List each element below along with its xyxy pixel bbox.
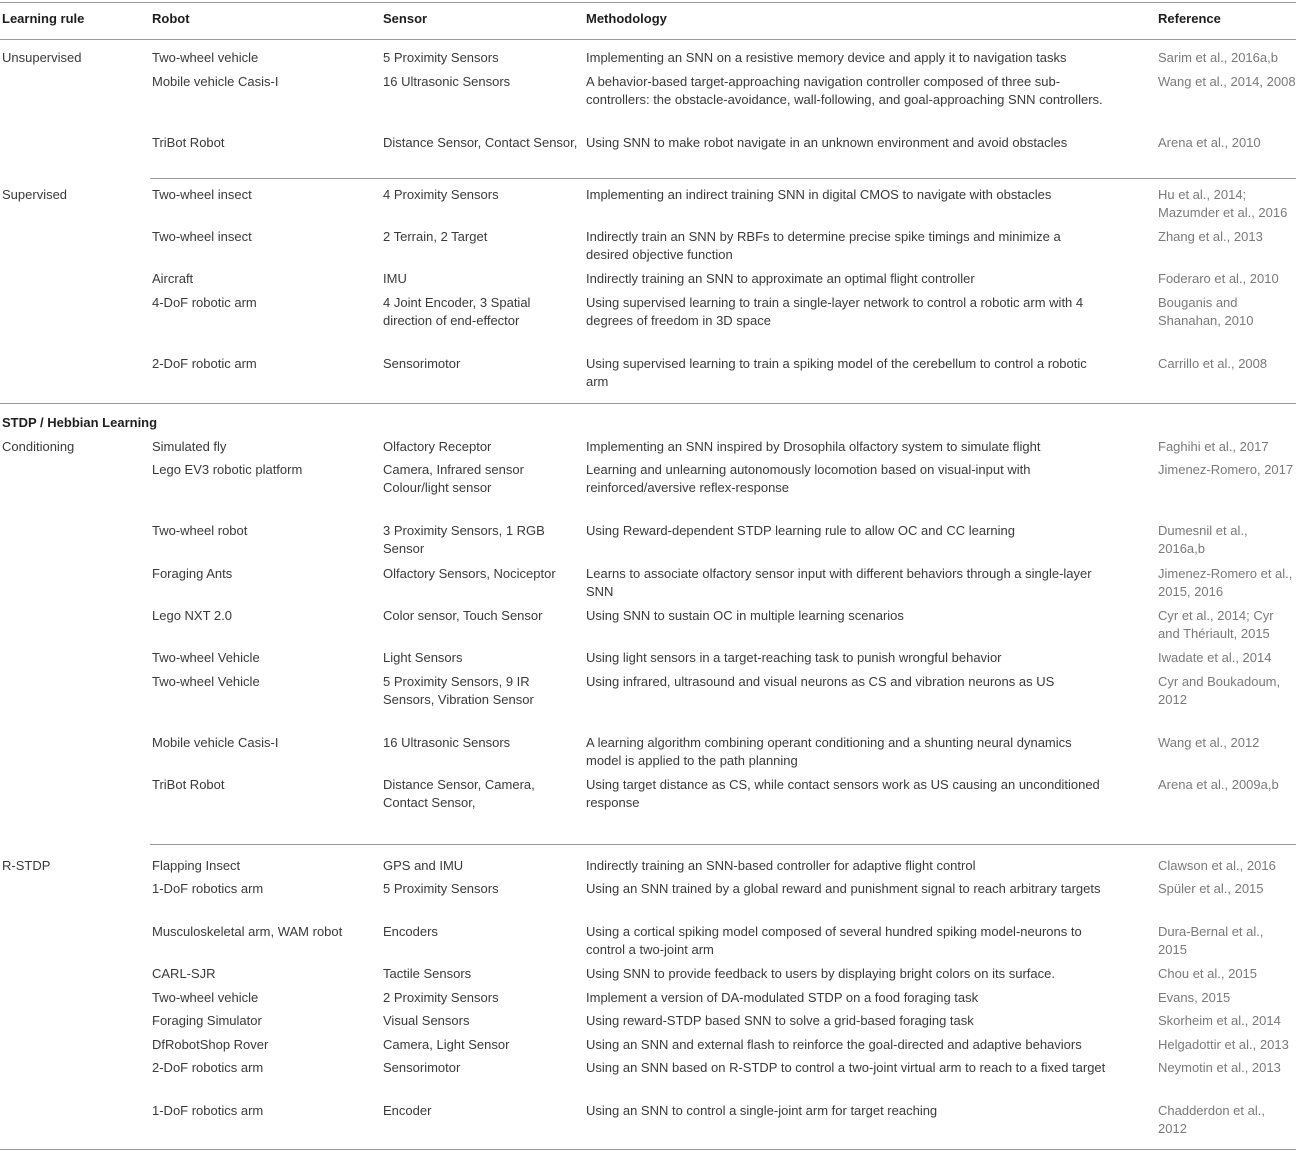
cell-robot: TriBot Robot (152, 777, 225, 792)
cell-methodology: Implement a version of DA-modulated STDP on a food foraging task (586, 990, 979, 1005)
header-methodology: Methodology (586, 11, 667, 26)
cell-sensor: 5 Proximity Sensors, 9 IR Sensors, Vibration Sensor (383, 674, 534, 707)
cell-reference: Faghihi et al., 2017 (1158, 439, 1269, 454)
cell-robot: Lego NXT 2.0 (152, 608, 232, 623)
cell-methodology: Using SNN to make robot navigate in an unknown environment and avoid obstacles (586, 135, 1068, 150)
cell-sensor: 5 Proximity Sensors (383, 50, 499, 65)
cell-methodology: Implementing an SNN on a resistive memory device and apply it to navigation tasks (586, 50, 1067, 65)
cell-reference: Jimenez-Romero, 2017 (1158, 462, 1294, 477)
cell-sensor: Encoder (383, 1103, 432, 1118)
cell-methodology: Using reward-STDP based SNN to solve a grid-based foraging task (586, 1013, 974, 1028)
cell-reference: Helgadottir et al., 2013 (1158, 1037, 1289, 1052)
cell-reference: Cyr et al., 2014; Cyr and Thériault, 2015 (1158, 608, 1274, 641)
cell-reference: Wang et al., 2014, 2008 (1158, 74, 1296, 89)
cell-methodology: Using an SNN based on R-STDP to control a two-joint virtual arm to reach to a fixed target (586, 1060, 1106, 1075)
cell-sensor: 16 Ultrasonic Sensors (383, 735, 511, 750)
cell-sensor: 2 Terrain, 2 Target (383, 229, 488, 244)
cell-robot: Two-wheel vehicle (152, 50, 259, 65)
cell-robot: 1-DoF robotics arm (152, 1103, 264, 1118)
cell-reference: Carrillo et al., 2008 (1158, 356, 1268, 371)
cell-sensor: 5 Proximity Sensors (383, 881, 499, 896)
cell-methodology: Learning and unlearning autonomously locomotion based on visual-input with reinforced/aversive reflex-response (586, 462, 1031, 495)
cell-sensor: Camera, Light Sensor (383, 1037, 510, 1052)
cell-robot: Two-wheel robot (152, 523, 248, 538)
table-rule (0, 403, 1296, 404)
table-rule (0, 2, 1296, 3)
cell-learning-rule: Conditioning (2, 439, 75, 454)
cell-reference: Dumesnil et al., 2016a,b (1158, 523, 1248, 556)
cell-methodology: Using light sensors in a target-reaching task to punish wrongful behavior (586, 650, 1002, 665)
cell-sensor: 16 Ultrasonic Sensors (383, 74, 511, 89)
cell-robot: Two-wheel insect (152, 187, 252, 202)
cell-reference: Chou et al., 2015 (1158, 966, 1258, 981)
cell-robot: Foraging Ants (152, 566, 233, 581)
table-rule (150, 178, 1296, 179)
cell-learning-rule: R-STDP (2, 858, 51, 873)
cell-reference: Cyr and Boukadoum, 2012 (1158, 674, 1281, 707)
cell-methodology: Using supervised learning to train a single-layer network to control a robotic arm with 4 degrees of freedom in 3D space (586, 295, 1084, 328)
cell-sensor: GPS and IMU (383, 858, 464, 873)
cell-methodology: Using a cortical spiking model composed of several hundred spiking model-neurons to control a two-joint arm (586, 924, 1082, 957)
table-rule (0, 39, 1296, 40)
cell-methodology: Indirectly training an SNN-based controller for adaptive flight control (586, 858, 976, 873)
cell-robot: Two-wheel insect (152, 229, 252, 244)
cell-methodology: A behavior-based target-approaching navigation controller composed of three sub-controllers: the obstacle-avoidance, wall-following, and goal-approaching SNN controllers. (586, 74, 1103, 107)
cell-sensor: Sensorimotor (383, 1060, 461, 1075)
cell-sensor: 2 Proximity Sensors (383, 990, 499, 1005)
cell-reference: Skorheim et al., 2014 (1158, 1013, 1281, 1028)
cell-robot: Aircraft (152, 271, 194, 286)
cell-methodology: Learns to associate olfactory sensor input with different behaviors through a single-layer SNN (586, 566, 1092, 599)
cell-methodology: Using an SNN to control a single-joint arm for target reaching (586, 1103, 938, 1118)
cell-reference: Chadderdon et al., 2012 (1158, 1103, 1265, 1136)
cell-sensor: Encoders (383, 924, 438, 939)
cell-reference: Sarim et al., 2016a,b (1158, 50, 1278, 65)
table-rule (0, 1149, 1296, 1150)
cell-sensor: Olfactory Receptor (383, 439, 492, 454)
cell-sensor: Distance Sensor, Camera, Contact Sensor, (383, 777, 535, 810)
cell-learning-rule: Supervised (2, 187, 68, 202)
cell-robot: 1-DoF robotics arm (152, 881, 264, 896)
cell-methodology: Implementing an SNN inspired by Drosophila olfactory system to simulate flight (586, 439, 1041, 454)
cell-reference: Foderaro et al., 2010 (1158, 271, 1279, 286)
cell-sensor: 4 Joint Encoder, 3 Spatial direction of end-effector (383, 295, 531, 328)
cell-sensor: Camera, Infrared sensor Colour/light sensor (383, 462, 524, 495)
cell-sensor: IMU (383, 271, 407, 286)
cell-methodology: Using an SNN and external flash to reinforce the goal-directed and adaptive behaviors (586, 1037, 1082, 1052)
cell-reference: Zhang et al., 2013 (1158, 229, 1263, 244)
cell-robot: Two-wheel Vehicle (152, 674, 260, 689)
cell-sensor: Sensorimotor (383, 356, 461, 371)
cell-robot: Lego EV3 robotic platform (152, 462, 303, 477)
cell-methodology: A learning algorithm combining operant conditioning and a shunting neural dynamics model is applied to the path planning (586, 735, 1072, 768)
header-learning-rule: Learning rule (2, 11, 85, 26)
cell-robot: TriBot Robot (152, 135, 225, 150)
section-title: STDP / Hebbian Learning (2, 415, 158, 430)
cell-reference: Wang et al., 2012 (1158, 735, 1260, 750)
cell-methodology: Implementing an indirect training SNN in digital CMOS to navigate with obstacles (586, 187, 1052, 202)
cell-robot: Two-wheel Vehicle (152, 650, 260, 665)
cell-methodology: Using target distance as CS, while contact sensors work as US causing an unconditioned response (586, 777, 1100, 810)
cell-methodology: Indirectly training an SNN to approximate an optimal flight controller (586, 271, 975, 286)
cell-reference: Dura-Bernal et al., 2015 (1158, 924, 1264, 957)
cell-robot: Mobile vehicle Casis-I (152, 74, 279, 89)
cell-sensor: Distance Sensor, Contact Sensor, (383, 135, 578, 150)
cell-sensor: 3 Proximity Sensors, 1 RGB Sensor (383, 523, 545, 556)
cell-sensor: Visual Sensors (383, 1013, 470, 1028)
table-rule (150, 844, 1296, 845)
cell-learning-rule: Unsupervised (2, 50, 82, 65)
cell-robot: Flapping Insect (152, 858, 241, 873)
cell-robot: 4-DoF robotic arm (152, 295, 257, 310)
cell-robot: Simulated fly (152, 439, 227, 454)
cell-methodology: Using Reward-dependent STDP learning rule to allow OC and CC learning (586, 523, 1015, 538)
cell-robot: Musculoskeletal arm, WAM robot (152, 924, 343, 939)
cell-reference: Clawson et al., 2016 (1158, 858, 1276, 873)
header-reference: Reference (1158, 11, 1221, 26)
cell-methodology: Using SNN to provide feedback to users by displaying bright colors on its surface. (586, 966, 1055, 981)
cell-reference: Iwadate et al., 2014 (1158, 650, 1272, 665)
cell-robot: 2-DoF robotics arm (152, 1060, 264, 1075)
cell-reference: Spüler et al., 2015 (1158, 881, 1264, 896)
cell-reference: Bouganis and Shanahan, 2010 (1158, 295, 1254, 328)
cell-robot: Foraging Simulator (152, 1013, 262, 1028)
cell-methodology: Using supervised learning to train a spiking model of the cerebellum to control a robotic arm (586, 356, 1087, 389)
cell-sensor: Color sensor, Touch Sensor (383, 608, 543, 623)
cell-sensor: 4 Proximity Sensors (383, 187, 499, 202)
cell-methodology: Using infrared, ultrasound and visual neurons as CS and vibration neurons as US (586, 674, 1055, 689)
cell-reference: Evans, 2015 (1158, 990, 1231, 1005)
cell-methodology: Indirectly train an SNN by RBFs to determine precise spike timings and minimize a desired objective function (586, 229, 1061, 262)
cell-robot: Mobile vehicle Casis-I (152, 735, 279, 750)
header-robot: Robot (152, 11, 190, 26)
cell-sensor: Tactile Sensors (383, 966, 472, 981)
cell-reference: Arena et al., 2009a,b (1158, 777, 1279, 792)
cell-robot: CARL-SJR (152, 966, 216, 981)
cell-reference: Arena et al., 2010 (1158, 135, 1261, 150)
cell-sensor: Olfactory Sensors, Nociceptor (383, 566, 556, 581)
cell-reference: Hu et al., 2014; Mazumder et al., 2016 (1158, 187, 1288, 220)
header-sensor: Sensor (383, 11, 428, 26)
cell-sensor: Light Sensors (383, 650, 463, 665)
cell-methodology: Using an SNN trained by a global reward and punishment signal to reach arbitrary targets (586, 881, 1101, 896)
cell-robot: 2-DoF robotic arm (152, 356, 257, 371)
cell-reference: Jimenez-Romero et al., 2015, 2016 (1158, 566, 1293, 599)
cell-robot: Two-wheel vehicle (152, 990, 259, 1005)
cell-robot: DfRobotShop Rover (152, 1037, 269, 1052)
cell-reference: Neymotin et al., 2013 (1158, 1060, 1281, 1075)
cell-methodology: Using SNN to sustain OC in multiple learning scenarios (586, 608, 904, 623)
